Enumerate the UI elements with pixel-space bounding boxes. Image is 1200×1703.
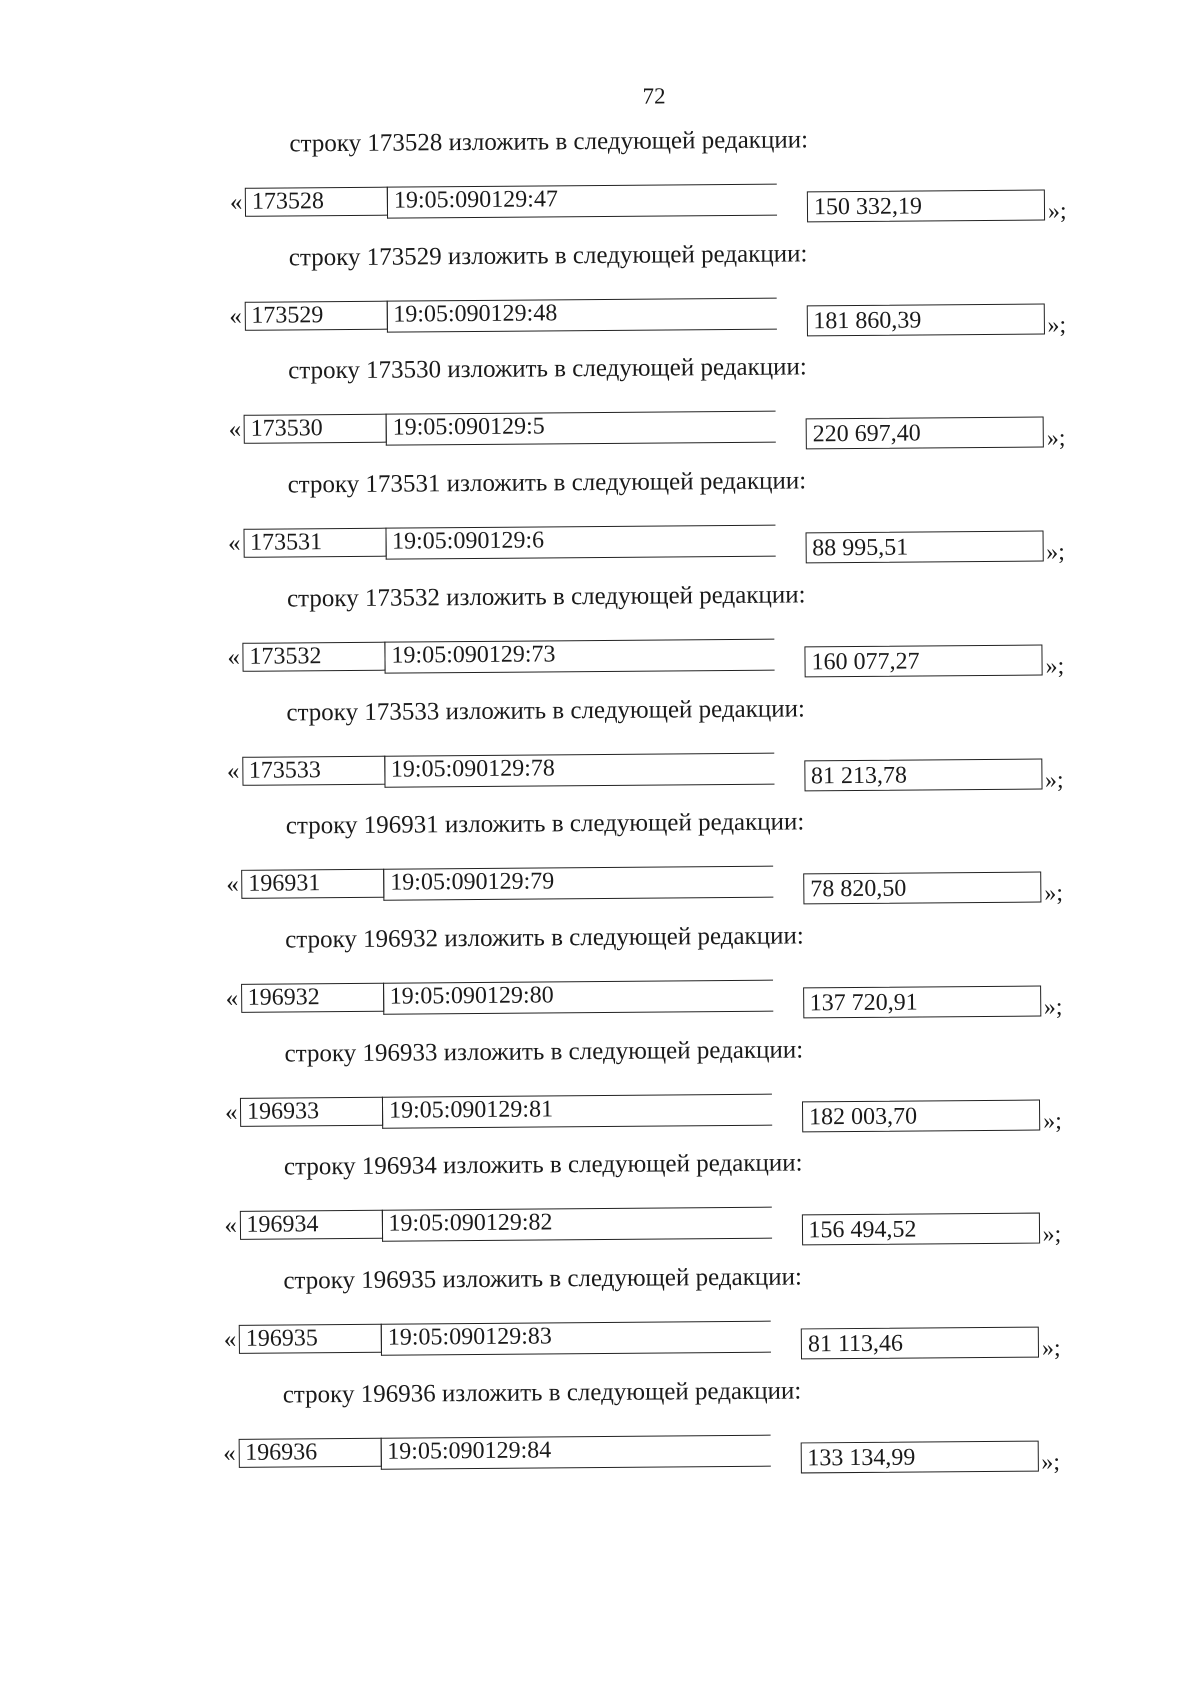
cadastral-number-cell: 19:05:090129:47	[387, 184, 777, 219]
closing-quote: »;	[1041, 1335, 1061, 1362]
row-number-cell: 173529	[244, 300, 387, 330]
opening-quote: «	[227, 643, 241, 671]
instruction-text: строку 196932 изложить в следующей редакции:	[285, 922, 804, 954]
table-row	[224, 1318, 1074, 1367]
amendment-entry	[0, 806, 1192, 935]
table-row	[225, 1091, 1075, 1140]
opening-quote: «	[223, 1325, 237, 1353]
table-row	[223, 1432, 1073, 1481]
cadastral-number-cell: 19:05:090129:78	[384, 752, 774, 787]
cadastral-number-cell: 19:05:090129:73	[384, 638, 774, 673]
closing-quote: »;	[1044, 880, 1064, 907]
cadastral-value-cell: 88 995,51	[805, 531, 1043, 564]
instruction-text: строку 196931 изложить в следующей редакции:	[285, 808, 805, 840]
cadastral-value-cell: 81 113,46	[801, 1327, 1039, 1360]
cadastral-value-cell: 182 003,70	[802, 1099, 1040, 1132]
opening-quote: «	[223, 1439, 236, 1467]
instruction-text: строку 196933 изложить в следующей редакции:	[284, 1036, 804, 1068]
row-number-cell: 196933	[240, 1096, 383, 1126]
closing-quote: »;	[1041, 1449, 1061, 1476]
instruction-text: строку 173528 изложить в следующей редакции:	[289, 126, 809, 158]
cadastral-value-cell: 156 494,52	[801, 1213, 1039, 1246]
instruction-text: строку 173532 изложить в следующей редакции:	[286, 581, 806, 613]
opening-quote: «	[226, 757, 240, 785]
row-number-cell: 173533	[242, 755, 385, 785]
instruction-text: строку 173531 изложить в следующей редакции:	[287, 467, 807, 499]
table-row	[229, 409, 1079, 458]
cadastral-value-cell: 181 860,39	[806, 303, 1044, 336]
amendment-entry	[0, 464, 1193, 593]
closing-quote: »;	[1047, 198, 1067, 225]
table-row	[224, 1205, 1074, 1254]
cadastral-value-cell: 133 134,99	[800, 1440, 1038, 1473]
row-number-cell: 173531	[243, 528, 386, 558]
cadastral-number-cell: 19:05:090129:79	[383, 866, 773, 901]
page-number: 72	[642, 83, 666, 109]
cadastral-value-cell: 150 332,19	[807, 189, 1045, 222]
instruction-text: строку 173529 изложить в следующей редакции:	[288, 240, 808, 272]
cadastral-value-cell: 220 697,40	[806, 417, 1044, 450]
row-number-cell: 196934	[239, 1210, 382, 1240]
amendment-entry	[0, 123, 1195, 252]
amendment-entry	[0, 237, 1195, 366]
row-number-cell: 173532	[242, 641, 385, 671]
cadastral-number-cell: 19:05:090129:80	[383, 980, 773, 1015]
opening-quote: «	[225, 984, 239, 1012]
cadastral-number-cell: 19:05:090129:82	[381, 1207, 771, 1242]
closing-quote: »;	[1044, 766, 1064, 794]
cadastral-value-cell: 78 820,50	[803, 872, 1041, 905]
closing-quote: »;	[1043, 1107, 1062, 1135]
row-number-cell: 196935	[239, 1324, 382, 1354]
cadastral-number-cell: 19:05:090129:81	[382, 1093, 772, 1128]
amendment-entry	[0, 1147, 1190, 1276]
opening-quote: «	[229, 302, 242, 330]
table-row	[226, 977, 1076, 1026]
opening-quote: «	[224, 1212, 238, 1240]
amendment-entry	[0, 1260, 1189, 1389]
amendment-entry	[0, 919, 1191, 1048]
table-row	[227, 636, 1077, 685]
cadastral-number-cell: 19:05:090129:48	[386, 297, 776, 332]
amendment-entry	[0, 692, 1192, 821]
row-number-cell: 173528	[245, 187, 388, 217]
cadastral-number-cell: 19:05:090129:83	[381, 1321, 771, 1356]
amendment-entry	[0, 1033, 1190, 1162]
closing-quote: »;	[1047, 312, 1067, 339]
table-row	[227, 750, 1077, 799]
table-row	[228, 522, 1078, 571]
instruction-text: строку 173530 изложить в следующей редакции:	[288, 353, 807, 385]
amendment-entry	[0, 351, 1194, 480]
row-number-cell: 196931	[241, 869, 384, 899]
instruction-text: строку 196936 изложить в следующей редакции:	[282, 1377, 802, 1409]
amendment-entry	[0, 578, 1193, 707]
amendment-entry	[0, 1374, 1189, 1503]
row-number-cell: 196932	[241, 983, 384, 1013]
closing-quote: »;	[1045, 653, 1065, 680]
cadastral-number-cell: 19:05:090129:5	[386, 411, 776, 446]
closing-quote: »;	[1046, 425, 1066, 452]
cadastral-number-cell: 19:05:090129:84	[380, 1434, 770, 1469]
instruction-text: строку 196934 изложить в следующей редакции:	[283, 1149, 803, 1181]
opening-quote: «	[227, 529, 241, 558]
instruction-text: строку 196935 изложить в следующей редакции:	[283, 1263, 803, 1295]
closing-quote: »;	[1042, 1221, 1062, 1248]
cadastral-value-cell: 160 077,27	[804, 644, 1042, 677]
opening-quote: «	[228, 416, 242, 444]
instruction-text: строку 173533 изложить в следующей редакции:	[286, 694, 806, 726]
opening-quote: «	[224, 1098, 238, 1126]
row-number-cell: 173530	[244, 414, 387, 444]
table-row	[230, 181, 1080, 230]
table-row	[229, 295, 1079, 344]
opening-quote: «	[226, 871, 239, 899]
closing-quote: »;	[1046, 539, 1065, 566]
cadastral-value-cell: 81 213,78	[804, 758, 1042, 791]
table-row	[226, 863, 1076, 912]
row-number-cell: 196936	[238, 1437, 381, 1467]
opening-quote: «	[229, 188, 243, 216]
closing-quote: »;	[1043, 994, 1063, 1021]
cadastral-value-cell: 137 720,91	[803, 985, 1041, 1018]
cadastral-number-cell: 19:05:090129:6	[385, 525, 775, 560]
